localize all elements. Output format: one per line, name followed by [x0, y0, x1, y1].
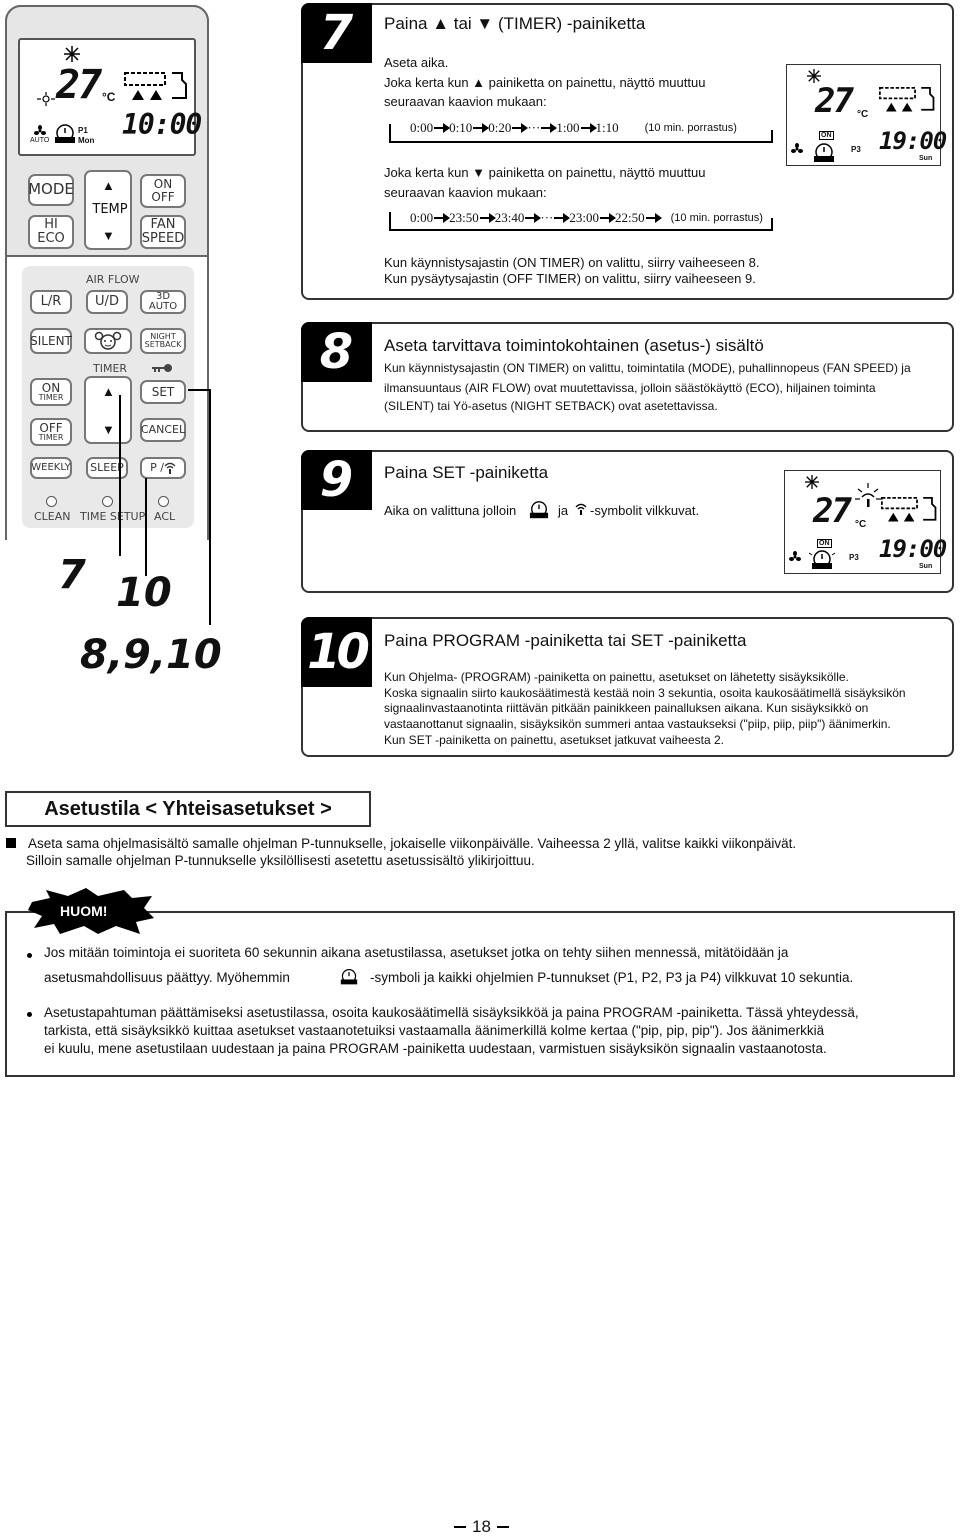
step10-heading: Paina PROGRAM -painiketta tai SET -painiketta	[384, 631, 747, 650]
flow-down-3: ···	[540, 210, 554, 225]
flow-down-2: 23:40	[494, 210, 525, 225]
temp-down-icon[interactable]: ▼	[102, 228, 115, 243]
step10-number: 10	[301, 617, 372, 687]
acl-button[interactable]: ACL	[154, 510, 176, 523]
step10-line5: Kun SET -painiketta on painettu, asetukset jatkuvat vaiheesta 2.	[384, 733, 724, 747]
step8-line2: ilmansuuntaus (AIR FLOW) ovat muutettavissa, jolloin säästökäyttö (ECO), hiljainen toiminta	[384, 381, 876, 395]
airflow-louver-icon	[879, 85, 937, 117]
step7-display-unit: °C	[857, 109, 869, 120]
on-timer-on-label: ON	[41, 380, 61, 395]
step7-line3: seuraavan kaavion mukaan:	[384, 94, 547, 109]
eco-label: ECO	[37, 231, 65, 246]
step7-line2: Joka kerta kun ▲ painiketta on painettu, näyttö muuttuu	[384, 75, 706, 90]
signal-blink-icon	[855, 483, 881, 513]
snowflake-icon	[805, 475, 819, 489]
night-setback-button[interactable]	[140, 328, 186, 354]
off-label: OFF	[151, 190, 175, 204]
fan-label: FAN	[150, 217, 176, 233]
step9-display-program: P3	[849, 553, 859, 562]
weekly-timer-icon	[813, 143, 835, 163]
step7-display-time: 19:00	[879, 127, 947, 155]
section-bullet	[6, 838, 16, 848]
callout-10: 10	[116, 570, 172, 616]
flow-up-4: 1:00	[556, 120, 580, 135]
cancel-button[interactable]: CANCEL	[140, 418, 186, 442]
timer-label: TIMER	[93, 362, 128, 375]
note-b2-line2: tarkista, että sisäyksikkö kuittaa asetukset vastaanotetuiksi vastaamalla äänimerkillä kolme kertaa ("pip, pip, pip"). Jos äänimerkkiä	[44, 1023, 825, 1038]
fan-icon	[791, 143, 803, 155]
signal-icon	[575, 503, 587, 515]
step7-display-program: P3	[851, 145, 861, 154]
snowflake-icon	[64, 46, 80, 62]
timer-up-icon[interactable]: ▲	[102, 384, 115, 399]
step9-display-day: Sun	[919, 563, 933, 570]
fan-speed-button[interactable]	[140, 215, 186, 249]
flow-down	[410, 210, 763, 226]
weekly-timer-icon	[340, 968, 358, 986]
flow-down-1: 23:50	[449, 210, 479, 225]
step9-text-c: -symbolit vilkkuvat.	[590, 503, 700, 518]
hi-label: HI	[44, 217, 58, 233]
section-title: Asetustila < Yhteisasetukset >	[5, 791, 371, 827]
step7-line5: seuraavan kaavion mukaan:	[384, 185, 547, 200]
step7-heading: Paina ▲ tai ▼ (TIMER) -painiketta	[384, 14, 646, 33]
step8-heading: Aseta tarvittava toimintokohtainen (asetus-) sisältö	[384, 336, 764, 355]
step8-line3: (SILENT) tai Yö-asetus (NIGHT SETBACK) ovat asetettavissa.	[384, 399, 718, 413]
page-number	[454, 1517, 509, 1537]
note-b1-line1: Jos mitään toimintoja ei suoriteta 60 sekunnin aikana asetustilassa, asetukset jotka on tehty siihen mennessä, mitätöidään ja	[44, 945, 789, 960]
step9-text-b: ja	[558, 503, 569, 518]
setback-label: SETBACK	[144, 340, 182, 349]
step9-number: 9	[301, 450, 372, 510]
lcd-time: 10:00	[122, 108, 202, 141]
sun-sparkle-icon	[36, 92, 56, 106]
off-timer-timer-label: TIMER	[38, 433, 64, 443]
step9-text-a: Aika on valittuna jolloin	[384, 503, 517, 518]
lcd-unit: °C	[102, 90, 116, 104]
lr-button[interactable]: L/R	[30, 290, 72, 314]
lcd-fan-mode: AUTO	[30, 137, 50, 144]
set-button[interactable]: SET	[140, 380, 186, 404]
step7-display-day: Sun	[919, 155, 933, 162]
lcd-temp: 27	[56, 62, 101, 108]
huom-badge: HUOM!	[60, 903, 108, 919]
step10-line2: Koska signaalin siirto kaukosäätimestä kestää noin 3 sekuntia, osoita kaukosäätimellä sisäyksikön	[384, 686, 906, 700]
on-timer-timer-label: TIMER	[38, 393, 64, 403]
step7-display	[786, 64, 947, 166]
step7-number: 7	[301, 3, 372, 63]
sleep-button[interactable]: SLEEP	[86, 457, 128, 479]
weekly-timer-blink-icon	[809, 549, 835, 571]
flow-up-5: 1:10	[595, 120, 619, 135]
step9-display-time: 19:00	[879, 535, 947, 563]
step9-display-unit: °C	[855, 519, 867, 530]
weekly-button[interactable]: WEEKLY	[30, 457, 72, 479]
weekly-timer-icon	[54, 124, 76, 144]
flow-down-5: 22:50	[615, 210, 645, 225]
step8-number: 8	[301, 322, 372, 382]
page-number-value: 18	[472, 1517, 491, 1536]
step9-heading: Paina SET -painiketta	[384, 463, 549, 482]
on-label: ON	[153, 177, 173, 192]
air-flow-label: AIR FLOW	[86, 273, 140, 286]
step8-line1: Kun käynnistysajastin (ON TIMER) on valittu, toimintatila (MODE), puhallinnopeus (FAN SPEED) ja	[384, 361, 911, 375]
note-b1-line2a: asetusmahdollisuus päättyy. Myöhemmin	[44, 970, 290, 985]
off-timer-off-label: OFF	[39, 420, 63, 435]
flow-up-1: 0:10	[449, 120, 473, 135]
fan-icon	[789, 551, 801, 563]
auto3d-button[interactable]: 3D AUTO	[140, 290, 186, 314]
remote-lcd	[18, 38, 202, 156]
econo-face-button[interactable]	[84, 328, 132, 354]
hi-eco-button[interactable]	[28, 215, 74, 249]
step9-display	[784, 470, 947, 574]
step10-line3: signaalinvastaanotinta riittävän pitkään painikkeen painalluksen aikana. Kun sisäyksikkö on	[384, 701, 869, 715]
ud-button[interactable]: U/D	[86, 290, 128, 314]
temp-label: TEMP	[92, 202, 128, 217]
callout-8-9-10: 8,9,10	[80, 632, 222, 678]
lcd-day: Mon	[78, 136, 95, 145]
step7-display-on: ON	[821, 132, 832, 139]
timer-down-icon[interactable]: ▼	[102, 422, 115, 437]
note-b1-line2b: -symboli ja kaikki ohjelmien P-tunnukset (P1, P2, P3 ja P4) vilkkuvat 10 sekuntia.	[370, 970, 854, 985]
weekly-timer-icon	[529, 500, 549, 520]
airflow-louver-icon	[124, 70, 190, 106]
airflow-louver-icon	[881, 495, 939, 527]
step7-display-temp: 27	[815, 81, 852, 121]
temp-rocker[interactable]	[84, 170, 132, 250]
note-bullet-1	[27, 953, 32, 958]
flow-up-2: 0:20	[488, 120, 512, 135]
silent-button[interactable]: SILENT	[30, 328, 72, 354]
step7-line1: Aseta aika.	[384, 55, 449, 70]
mode-button[interactable]: MODE	[28, 174, 74, 206]
flow-down-0: 0:00	[410, 210, 434, 225]
step10-line4: vastaanottanut signaalin, sisäyksikön summeri antaa vastaukseksi ("piip, piip, piip") äänimerkin.	[384, 717, 891, 731]
clean-button[interactable]: CLEAN	[34, 510, 71, 523]
callout-7: 7	[58, 552, 86, 598]
step7-line7: Kun pysäytysajastin (OFF TIMER) on valittu, siirry vaiheeseen 9.	[384, 271, 756, 286]
face-icon	[93, 331, 123, 351]
flow-up	[410, 120, 737, 136]
section-para2: Silloin samalle ohjelman P-tunnukselle yksilöllisesti asetettu asetussisältö ylikirjoittuu.	[26, 853, 535, 868]
note-bullet-2	[27, 1012, 32, 1017]
fan-icon	[34, 124, 44, 134]
flow-up-3: ···	[527, 120, 541, 135]
step7-line4: Joka kerta kun ▼ painiketta on painettu, näyttö muuttuu	[384, 165, 706, 180]
callout-lines	[0, 380, 220, 640]
speed-label: SPEED	[141, 231, 185, 246]
temp-up-icon[interactable]: ▲	[102, 178, 115, 193]
time-setup-button[interactable]: TIME SETUP	[80, 510, 146, 523]
section-para1: Aseta sama ohjelmasisältö samalle ohjelman P-tunnukselle, jokaiselle viikonpäivälle. Vaiheessa 2 yllä, valitse kaikki viikonpäivät.	[28, 836, 797, 851]
step9-display-temp: 27	[813, 491, 850, 531]
flow-up-0: 0:00	[410, 120, 434, 135]
step9-display-on: ON	[819, 540, 830, 547]
on-off-button[interactable]	[140, 174, 186, 208]
program-label: P /	[150, 461, 164, 475]
note-b2-line3: ei kuulu, mene asetustilaan uudestaan ja paina PROGRAM -painiketta uudestaan, varmistuen sisäyksikön signaalin vastaanotosta.	[44, 1041, 827, 1056]
step7-line6: Kun käynnistysajastin (ON TIMER) on valittu, siirry vaiheeseen 8.	[384, 255, 760, 270]
step10-line1: Kun Ohjelma- (PROGRAM) -painiketta on painettu, asetukset on lähetetty sisäyksikölle.	[384, 670, 849, 684]
lcd-program: P1	[78, 126, 88, 135]
note-b2-line1: Asetustapahtuman päättämiseksi asetustilassa, osoita kaukosäätimellä sisäyksikköä ja paina PROGRAM -painiketta. Tässä yhteydessä,	[44, 1005, 859, 1020]
flow-down-note: (10 min. porrastus)	[670, 212, 763, 224]
flow-down-4: 23:00	[569, 210, 599, 225]
night-label: NIGHT	[150, 331, 176, 341]
key-icon	[150, 363, 174, 373]
flow-up-note: (10 min. porrastus)	[644, 122, 737, 134]
